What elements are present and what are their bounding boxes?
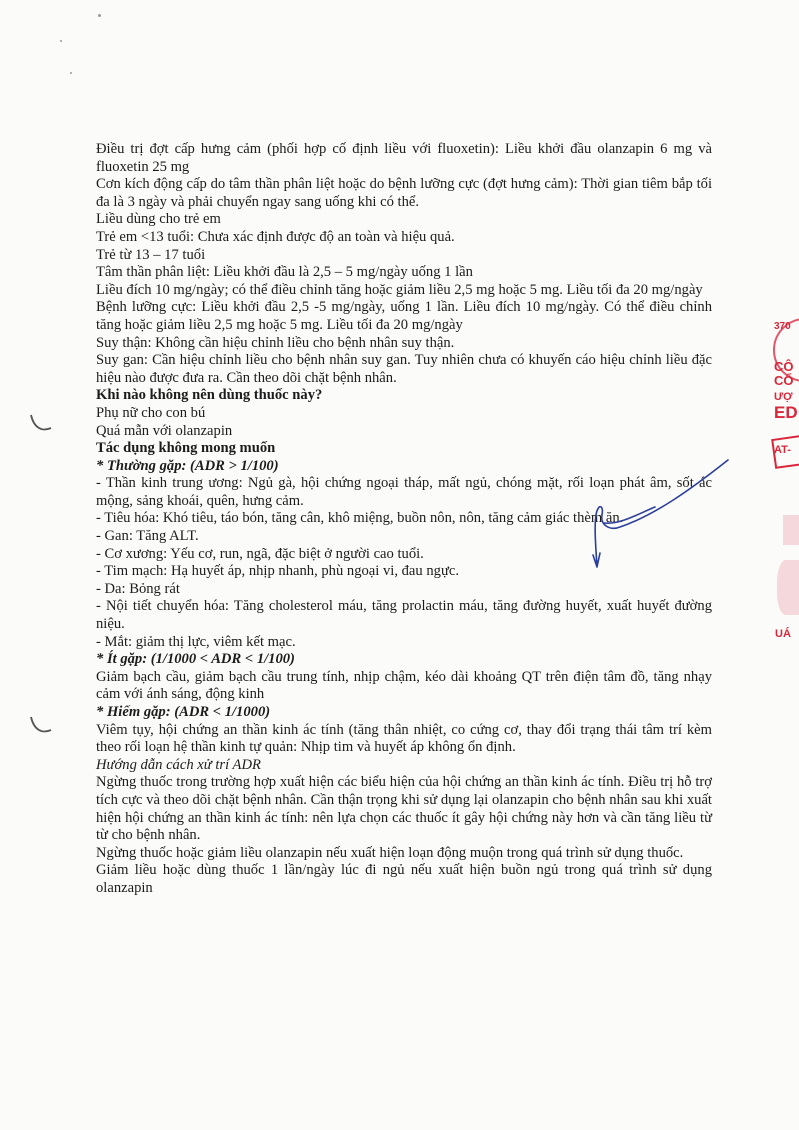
paragraph: Tâm thần phân liệt: Liều khởi đầu là 2,5 – 5 mg/ngày uống 1 lần [96,264,473,281]
paragraph: Quá mẫn với olanzapin [96,422,233,439]
section-heading: Tác dụng không mong muốn [96,440,276,457]
paragraph: Trẻ từ 13 – 17 tuổi [96,246,206,263]
paragraph: Liều đích 10 mg/ngày; có thể điều chỉnh tăng hoặc giảm liều 2,5 mg hoặc 5 mg. Liều tối đa 20 mg/ngày [96,281,703,298]
paragraph: Suy thận: Không cần hiệu chỉnh liều cho bệnh nhân suy thận. [96,334,455,351]
paragraph: - Tim mạch: Hạ huyết áp, nhịp nhanh, phù ngoại vi, đau ngực. [96,563,459,580]
paragraph: - Nội tiết chuyển hóa: Tăng cholesterol máu, tăng prolactin máu, tăng đường huyết, xuất huyết đường niệu. [96,598,712,633]
paragraph: Liều dùng cho trẻ em [96,211,221,228]
paragraph: Bệnh lưỡng cực: Liều khởi đầu 2,5 -5 mg/ngày, uống 1 lần. Liều đích 10 mg/ngày. Có thể điều chỉnh tăng hoặc giảm liều 2,5 mg hoặc 5 mg. Liều tối đa 20 mg/ngày [96,299,712,333]
scan-speck [70,72,72,74]
paragraph: Trẻ em <13 tuổi: Chưa xác định được độ an toàn và hiệu quả. [96,228,455,245]
stamp-text: CỔ [774,373,794,388]
paragraph: - Tiêu hóa: Khó tiêu, táo bón, tăng cân, khô miệng, buồn nôn, nôn, tăng cảm giác thèm ăn. [96,510,624,527]
company-stamp [771,318,799,478]
paragraph: - Da: Bỏng rát [96,580,180,597]
scan-speck [60,40,62,42]
frequency-subheading: * Thường gặp: (ADR > 1/100) [96,457,279,474]
stamp-text: ƯỢ [774,391,793,403]
paragraph: - Cơ xương: Yếu cơ, run, ngã, đặc biệt ở người cao tuổi. [96,545,424,562]
stamp-smudge [783,515,799,545]
paragraph: Hướng dẫn cách xử trí ADR [96,756,261,773]
paragraph: - Gan: Tăng ALT. [96,528,199,545]
handwritten-signature [560,455,730,575]
paragraph: Ngừng thuốc trong trường hợp xuất hiện các biểu hiện của hội chứng an thần kinh ác tính. Điều trị hỗ trợ tích cực và theo dõi chặt bệnh nhân. Cần thận trọng khi sử dụng lại olanzapin cho bệnh nhân sau khi xuất hiện hội chứng an thần kinh ác tính: nên lựa chọn các thuốc ít gây hội chứng này hơn và cần tăng liều từ từ cho bệnh nhân. [96,774,712,844]
paragraph: Suy gan: Cần hiệu chỉnh liều cho bệnh nhân suy gan. Tuy nhiên chưa có khuyến cáo hiệu chỉnh liều đặc hiệu nào được đưa ra. Cần theo dõi chặt bệnh nhân. [96,352,712,386]
stamp-text: 370 [774,321,791,332]
stamp-text: AT- [774,444,791,456]
section-heading: Khi nào không nên dùng thuốc này? [96,387,323,404]
scan-speck [98,14,101,17]
scan-binding-mark [26,410,56,435]
stamp-text: ED [774,403,798,422]
frequency-subheading: * Ít gặp: (1/1000 < ADR < 1/100) [96,651,295,668]
paragraph: Phụ nữ cho con bú [96,404,206,421]
paragraph: Viêm tụy, hội chứng an thần kinh ác tính (tăng thân nhiệt, co cứng cơ, thay đổi trạng thái tâm trí kèm theo rối loạn hệ thần kinh tự quản: Nhịp tim và huyết áp không ổn định. [96,721,712,756]
paragraph: Giảm bạch cầu, giảm bạch cầu trung tính, nhịp chậm, kéo dài khoảng QT trên điện tâm đồ, tăng nhạy cảm với ánh sáng, động kinh [96,668,712,703]
stamp-text: CÔ [774,359,794,374]
paragraph: Giảm liều hoặc dùng thuốc 1 lần/ngày lúc đi ngủ nếu xuất hiện buồn ngủ trong quá trình sử dụng olanzapin [96,862,712,896]
scan-binding-mark [26,712,56,737]
stamp-edge-text [771,620,799,650]
paragraph: Điều trị đợt cấp hưng cảm (phối hợp cố định liều với fluoxetin): Liều khởi đầu olanzapin 6 mg và fluoxetin 25 mg [96,141,712,175]
frequency-subheading: * Hiếm gặp: (ADR < 1/1000) [96,704,271,720]
paragraph: Ngừng thuốc hoặc giảm liều olanzapin nếu xuất hiện loạn động muộn trong quá trình sử dụng thuốc. [96,844,684,861]
paragraph: - Thần kinh trung ương: Ngủ gà, hội chứng ngoại tháp, mất ngủ, chóng mặt, rối loạn phát âm, sốt ác mộng, sảng khoái, quên, hưng cảm. [96,475,712,509]
stamp-text: UÁ [775,628,791,640]
stamp-smudge [777,560,799,615]
paragraph: Cơn kích động cấp do tâm thần phân liệt hoặc do bệnh lưỡng cực (đợt hưng cảm): Thời gian tiêm bắp tối đa là 3 ngày và phải chuyển ngay sang uống khi có thể. [96,176,712,210]
paragraph: - Mắt: giảm thị lực, viêm kết mạc. [96,633,296,650]
